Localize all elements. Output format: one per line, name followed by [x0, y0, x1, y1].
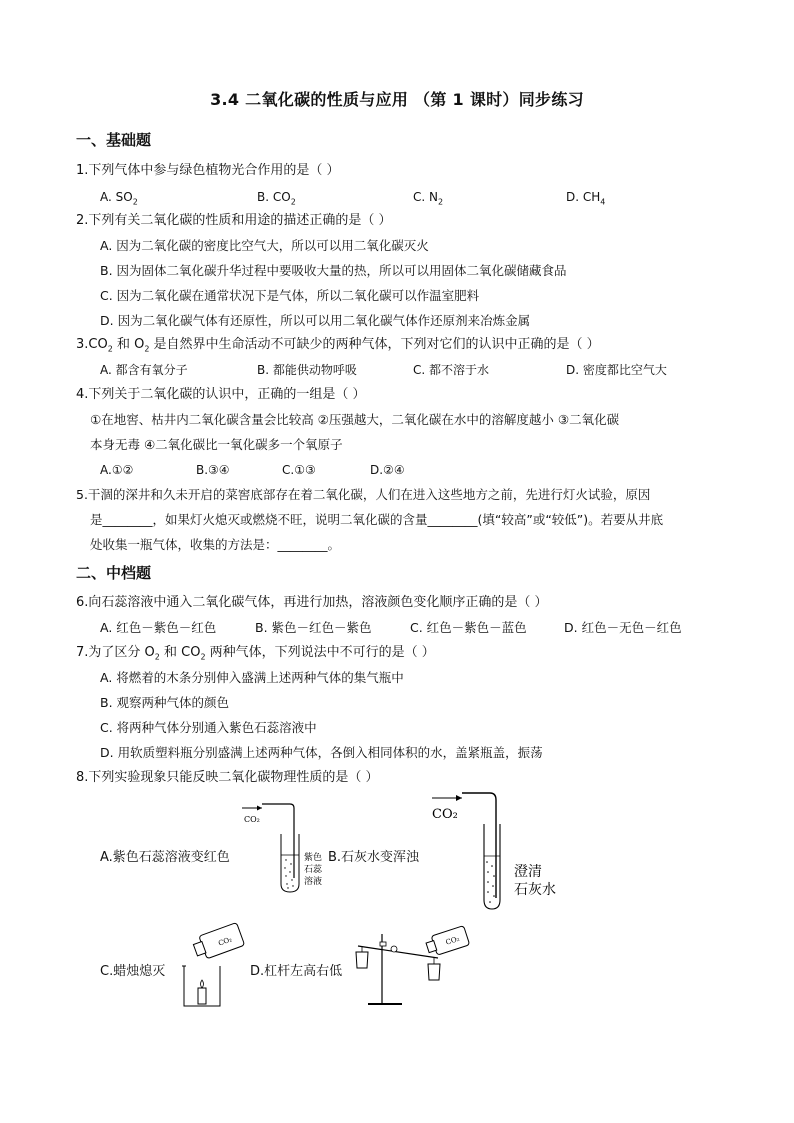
- q4-option-d: D.②④: [370, 463, 405, 477]
- figure-a-label-2: 石蕊: [304, 865, 323, 875]
- q1-option-d: D. $CH_4$: [566, 190, 606, 207]
- q1-option-a: A. $SO_2$: [100, 190, 138, 207]
- q4-option-c: C.①③: [282, 463, 316, 477]
- q7-option-b: B. 观察两种气体的颜色: [100, 695, 230, 710]
- q7-option-c: C. 将两种气体分别通入紫色石蕊溶液中: [100, 720, 317, 735]
- q3-option-a: A. 都含有氧分子: [100, 363, 188, 377]
- q7-stem: 7.为了区分 $O_2$ 和 $CO_2$ 两种气体，下列说法中不可行的是（ ）: [76, 645, 435, 662]
- q3-stem: $3.CO_2$ 和 $O_2$ 是自然界中生命活动不可缺少的两种气体，下列对它们的认识中正确的是（ ）: [76, 337, 600, 354]
- q7-option-a: A. 将燃着的木条分别伸入盛满上述两种气体的集气瓶中: [100, 670, 404, 685]
- figure-d-lever-balance: [352, 922, 474, 1012]
- section-basic: 一、基础题: [76, 131, 152, 149]
- q8-stem: 8.下列实验现象只能反映二氧化碳物理性质的是（ ）: [76, 770, 379, 785]
- q6-option-a: A. 红色－紫色－红色: [100, 620, 217, 635]
- figure-c-gas-label: CO₂: [217, 935, 234, 948]
- q5-line3: 处收集一瓶气体，收集的方法是：________。: [90, 537, 341, 552]
- q4-option-b: B.③④: [196, 463, 230, 477]
- q8-option-a: A.紫色石蕊溶液变红色: [100, 850, 230, 865]
- figure-b-label-2: 石灰水: [514, 882, 556, 898]
- figure-a-label-1: 紫色: [304, 853, 323, 863]
- q6-option-c: C. 红色－紫色－蓝色: [410, 620, 527, 635]
- q5-line2: 是________，如果灯火熄灭或燃烧不旺，说明二氧化碳的含量________(填“较高”或“较低”)。若要从井底: [90, 512, 664, 527]
- q2-option-b: B. 因为固体二氧化碳升华过程中要吸收大量的热，所以可以用固体二氧化碳储藏食品: [100, 263, 567, 278]
- q1-option-b: B. $CO_2$: [257, 190, 296, 207]
- figure-b-gas-label: CO₂: [432, 807, 458, 822]
- q1-stem: 1.下列气体中参与绿色植物光合作用的是（ ）: [76, 163, 340, 178]
- q4-option-a: A.①②: [100, 463, 134, 477]
- q4-stem: 4.下列关于二氧化碳的认识中，正确的一组是（ ）: [76, 387, 366, 402]
- figure-d-gas-label: CO₂: [444, 934, 461, 947]
- q2-option-a: A. 因为二氧化碳的密度比空气大，所以可以用二氧化碳灭火: [100, 238, 429, 253]
- q1-option-c: C. $N_2$: [413, 190, 444, 207]
- section-medium: 二、中档题: [76, 564, 152, 582]
- figure-b-label-1: 澄清: [514, 864, 542, 880]
- q8-option-c: C.蜡烛熄灭: [100, 964, 166, 979]
- figure-a-gas-label: CO₂: [244, 815, 260, 824]
- q3-option-b: B. 都能供动物呼吸: [257, 363, 357, 377]
- q3-option-c: C. 都不溶于水: [413, 363, 490, 377]
- q3-option-d: D. 密度都比空气大: [566, 363, 667, 377]
- q6-option-d: D. 红色－无色－红色: [564, 620, 682, 635]
- figure-c-candle-beaker: [178, 922, 250, 1010]
- q6-stem: 6.向石蕊溶液中通入二氧化碳气体，再进行加热，溶液颜色变化顺序正确的是（ ）: [76, 595, 548, 610]
- q8-option-d: D.杠杆左高右低: [250, 964, 343, 979]
- figure-a-label-3: 溶液: [304, 877, 323, 887]
- q2-option-c: C. 因为二氧化碳在通常状况下是气体，所以二氧化碳可以作温室肥料: [100, 288, 480, 303]
- q2-stem: 2.下列有关二氧化碳的性质和用途的描述正确的是（ ）: [76, 213, 392, 228]
- q7-option-d: D. 用软质塑料瓶分别盛满上述两种气体，各倒入相同体积的水，盖紧瓶盖，振荡: [100, 745, 543, 760]
- page-title: 3.4 二氧化碳的性质与应用 （第 1 课时）同步练习: [210, 90, 584, 109]
- figure-b-limewater-tube: [428, 788, 568, 913]
- q5-line1: 5.干涸的深井和久未开启的菜窖底部存在着二氧化碳，人们在进入这些地方之前，先进行灯火试验，原因: [76, 487, 651, 502]
- q8-option-b: B.石灰水变浑浊: [328, 850, 420, 865]
- figure-a-litmus-tube: [238, 800, 330, 900]
- q4-statement-line1: ①在地窖、枯井内二氧化碳含量会比较高 ②压强越大，二氧化碳在水中的溶解度越小 ③二氧化碳: [90, 412, 620, 427]
- q6-option-b: B. 紫色－红色－紫色: [255, 620, 372, 635]
- q2-option-d: D. 因为二氧化碳气体有还原性，所以可以用二氧化碳气体作还原剂来冶炼金属: [100, 313, 531, 328]
- q4-statement-line2: 本身无毒 ④二氧化碳比一氧化碳多一个氧原子: [90, 437, 343, 452]
